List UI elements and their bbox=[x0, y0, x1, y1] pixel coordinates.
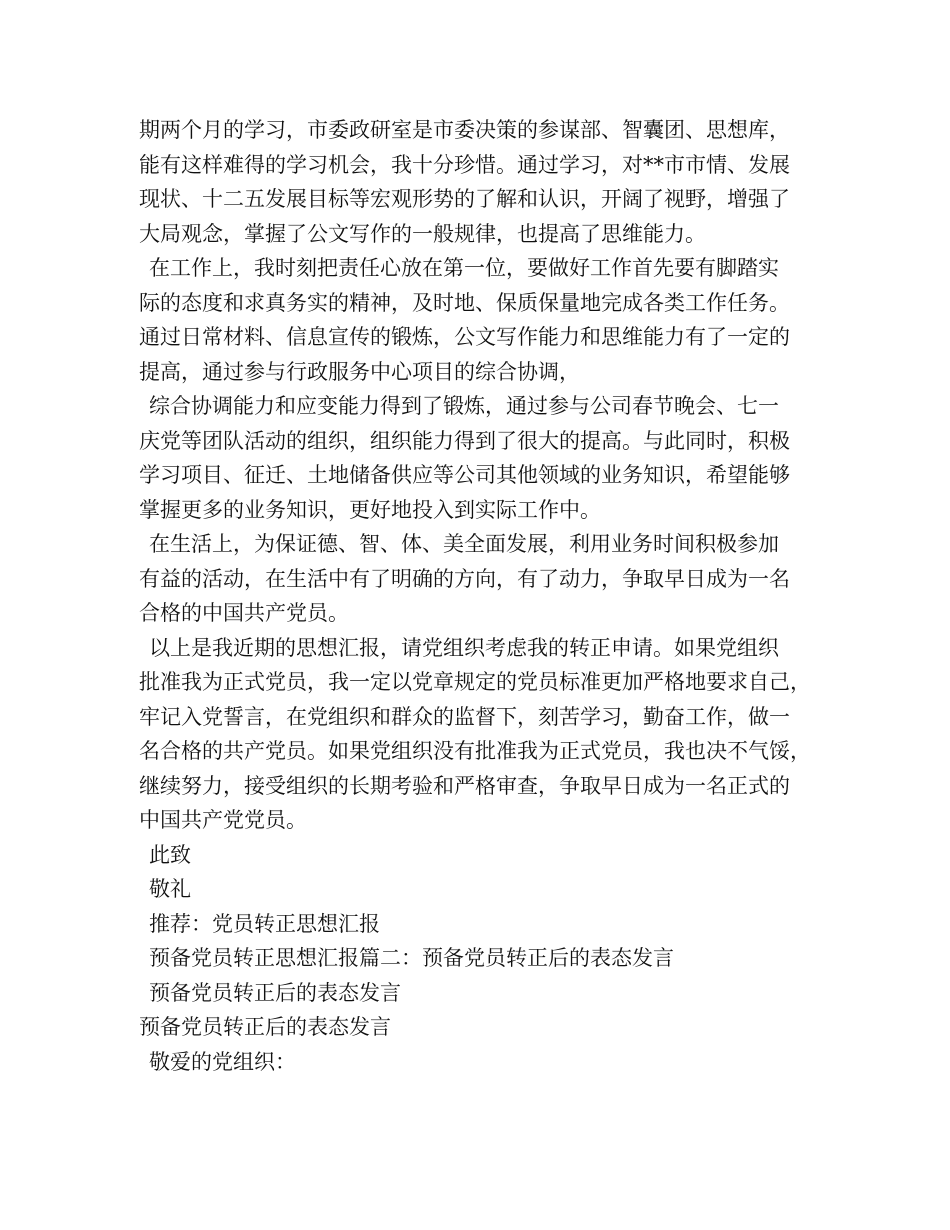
text-line: 牢记入党誓言，在党组织和群众的监督下，刻苦学习，勤奋工作，做一 bbox=[139, 704, 790, 729]
text-line: 此致 bbox=[149, 842, 191, 867]
text-line: 现状、十二五发展目标等宏观形势的了解和认识，开阔了视野，增强了 bbox=[139, 187, 790, 211]
text-line: 通过日常材料、信息宣传的锻炼，公文写作能力和思维能力有了一定的 bbox=[139, 325, 790, 349]
document-body bbox=[139, 113, 829, 1079]
text-line: 名合格的共产党员。如果党组织没有批准我为正式党员，我也决不气馁， bbox=[139, 739, 811, 763]
text-line: 期两个月的学习，市委政研室是市委决策的参谋部、智囊团、思想库， bbox=[139, 118, 790, 142]
text-line: 合格的中国共产党员。 bbox=[139, 601, 349, 625]
text-line: 预备党员转正后的表态发言 bbox=[139, 1015, 391, 1039]
text-line: 际的态度和求真务实的精神，及时地、保质保量地完成各类工作任务。 bbox=[139, 290, 790, 315]
text-line: 在工作上，我时刻把责任心放在第一位，要做好工作首先要有脚踏实 bbox=[149, 256, 779, 280]
text-line: 大局观念，掌握了公文写作的一般规律，也提高了思维能力。 bbox=[139, 221, 706, 246]
text-line: 推荐：党员转正思想汇报 bbox=[149, 911, 380, 936]
text-line: 掌握更多的业务知识，更好地投入到实际工作中。 bbox=[139, 497, 601, 522]
text-line: 能有这样难得的学习机会，我十分珍惜。通过学习，对**市市情、发展 bbox=[139, 152, 790, 177]
text-line: 学习项目、征迁、土地储备供应等公司其他领域的业务知识，希望能够 bbox=[139, 463, 790, 487]
text-line: 预备党员转正后的表态发言 bbox=[149, 980, 401, 1005]
text-line: 敬礼 bbox=[149, 877, 191, 901]
text-line: 预备党员转正思想汇报篇二：预备党员转正后的表态发言 bbox=[149, 946, 674, 970]
text-line: 提高，通过参与行政服务中心项目的综合协调， bbox=[139, 359, 580, 384]
text-line: 综合协调能力和应变能力得到了锻炼，通过参与公司春节晚会、七一 bbox=[149, 394, 779, 418]
text-line: 敬爱的党组织： bbox=[149, 1049, 296, 1074]
text-line: 在生活上，为保证德、智、体、美全面发展，利用业务时间积极参加 bbox=[149, 532, 779, 556]
text-line: 批准我为正式党员，我一定以党章规定的党员标准更加严格地要求自己， bbox=[139, 670, 811, 694]
text-line: 中国共产党党员。 bbox=[139, 808, 307, 832]
text-line: 有益的活动，在生活中有了明确的方向，有了动力，争取早日成为一名 bbox=[139, 566, 790, 591]
text-line: 庆党等团队活动的组织，组织能力得到了很大的提高。与此同时，积极 bbox=[139, 428, 790, 453]
text-line: 以上是我近期的思想汇报，请党组织考虑我的转正申请。如果党组织 bbox=[149, 635, 779, 660]
text-line: 继续努力，接受组织的长期考验和严格审查，争取早日成为一名正式的 bbox=[139, 773, 790, 798]
